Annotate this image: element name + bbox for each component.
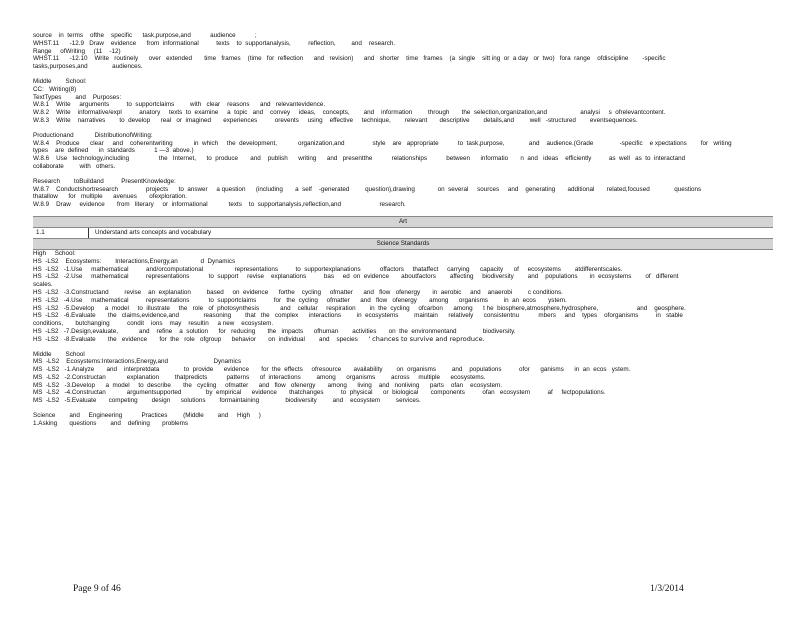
text-line: W.8.1 Write arguments to supportclaims with clear reasons and relevantevidence. [33, 101, 326, 109]
text-line: MS -LS2 -5.Evaluate competing design solutions formaintaining biodiversity and ecosystem services. [33, 397, 421, 405]
page-number: Page 9 of 46 [73, 584, 121, 594]
text-line: HS -LS2 -1.Use mathematical and/orcomputational representations to supportexplanations offactors thataffect carrying capacity of ecosystems atdifferentscales. [33, 265, 623, 273]
text-line: HS -LS2 -4.Use mathematical representations to supportclaims for the cycling ofmatter and flow ofenergy among organisms in an ecos ystem. [33, 296, 567, 304]
text-line: W.8.2 Write informative/expl anatory texts to examine a topic and convey ideas, concepts, and information through the selection,organization,and analysi s ofrelevantcontent. [33, 109, 666, 117]
text-line: types are defined in standards 1 —3 above.) [33, 147, 194, 155]
text-line: W.8.4 Produce clear and coherentwriting in which the development, organization,and style are appropriate to task,purpose, and audience.(Grade -specific e xpectations for writing [33, 139, 732, 147]
text-line: HS -LS2 -5.Develop a model to illustrate the role of photosynthesis and cellular respiration in the cycling ofcarbon among t he biosphere,atmosphere,hydrosphere, and geosphere. [33, 304, 686, 312]
text-line: tasks,purposes,and audiences. [33, 63, 143, 71]
text-line: CC: Writing(8) [33, 85, 77, 93]
text-line: High School: [33, 249, 76, 257]
text-line: WHST.11 -12.9 Draw evidence from informational texts to supportanalysis, reflection, and research. [33, 39, 396, 47]
text-line: HS -LS2 Ecosystems: Interactions,Energy,an d Dynamics [33, 257, 236, 265]
science-section-header: Science Standards [33, 239, 773, 250]
text-fragment-tail: ' chances to survive and reproduce. [368, 335, 485, 343]
art-section-header: Art [33, 216, 773, 228]
text-fragment: HS -LS2 -8.Evaluate the evidence for the role ofgroup behavior on individual and species [33, 335, 369, 343]
text-line: collaborate with others. [33, 162, 116, 170]
text-line: TextTypes and Purposes: [33, 93, 122, 101]
text-line: HS -LS2 -3.Constructand revise an explanation based on evidence forthe cycling ofmatter and flow ofenergy in aerobic and anaerobi c conditions. [33, 288, 563, 296]
text-line: Middle School [33, 350, 85, 358]
text-line: MS -LS2 Ecosystems:Interactions,Energy,and Dynamics [33, 358, 242, 366]
text-line: HS -LS2 -6.Evaluate the claims,evidence,and reasoning that the complex interactions in ecosystems maintain relatively consistentnu mbers and types oforganisms in stable [33, 312, 683, 320]
text-line: W.8.6 Use technology,including the Internet, to produce and publish writing and presentthe relationships between informatio n and ideas efficiently as well as to interactand [33, 155, 686, 163]
text-line: MS -LS2 -3.Develop a model to describe the cycling ofmatter and flow ofenergy among living and nonliving parts ofan ecosystem. [33, 381, 502, 389]
production-distribution [33, 132, 773, 171]
text-line: HS -LS2 -2.Use mathematical representations to support revise explanations bas ed on evidence aboutfactors affecting biodiversity and populations in ecosystems of different [33, 273, 679, 281]
text-line: thatallow for multiple avenues ofexploration. [33, 193, 188, 201]
footer-date: 1/3/2014 [650, 584, 684, 594]
art-row [33, 228, 773, 239]
science-engineering-practices [33, 412, 773, 428]
text-line: 1.Asking questions and defining problems [33, 419, 189, 427]
writing-standards-top [33, 32, 773, 71]
text-line: source in terms ofthe specific task,purpose,and audience ; [33, 32, 257, 39]
high-school-science [33, 250, 773, 344]
text-line: conditions, butchanging condit ions may resultin a new ecosystem. [33, 320, 274, 328]
art-row-label: Understand arts concepts and vocabulary [95, 228, 212, 236]
text-line: W.8.9 Draw evidence from literary or informational texts to supportanalysis,reflection,and research. [33, 201, 406, 209]
middle-school-science [33, 351, 773, 406]
text-line: MS -LS2 -1.Analyze and interpretdata to provide evidence for the effects ofresource availability on organisms and populations ofor ganisms in an ecos ystem. [33, 366, 631, 374]
text-line: Productionand DistributionofWriting: [33, 131, 153, 139]
text-line: HS -LS2 -7.Design,evaluate, and refine a solution for reducing the impacts ofhuman activities on the environmentand biodiversity. [33, 327, 516, 335]
text-line: W.8.3 Write narratives to develop real or imagined experiences orevents using effective technique, relevant descriptive details,and well -structured eventsequences. [33, 116, 638, 124]
middle-school-writing [33, 78, 773, 125]
text-line: MS -LS2 -4.Constructan argumentsupported by empirical evidence thatchanges to physical or biological components ofan ecosystem af fectpopulations. [33, 389, 606, 397]
cell-divider [88, 228, 89, 238]
text-line: MS -LS2 -2.Constructan explanation thatpredicts patterns of interactions among organisms across multiple ecosystems. [33, 373, 486, 381]
document-body [33, 32, 773, 428]
text-line [33, 336, 773, 344]
text-line: Research toBuildand PresentKnowledge: [33, 177, 176, 185]
research-knowledge [33, 178, 773, 209]
text-line: W.8.7 Conductshortresearch projects to answer a question (including a self -generated question),drawing on several sources and generating additional related,focused questions [33, 185, 702, 193]
text-line: WHST.11 -12.10 Write routinely over extended time frames (time for reflection and revision) and shorter time frames (a single sitt ing or a day or two) fora range ofdiscipline -specific [33, 55, 666, 63]
text-line: Middle School: [33, 77, 87, 85]
text-line: Range ofWriting (11 -12) [33, 47, 121, 55]
text-line: Science and Engineering Practices (Middle and High ) [33, 412, 261, 420]
text-line: scales. [33, 281, 53, 289]
art-row-number: 1.1 [36, 228, 45, 236]
